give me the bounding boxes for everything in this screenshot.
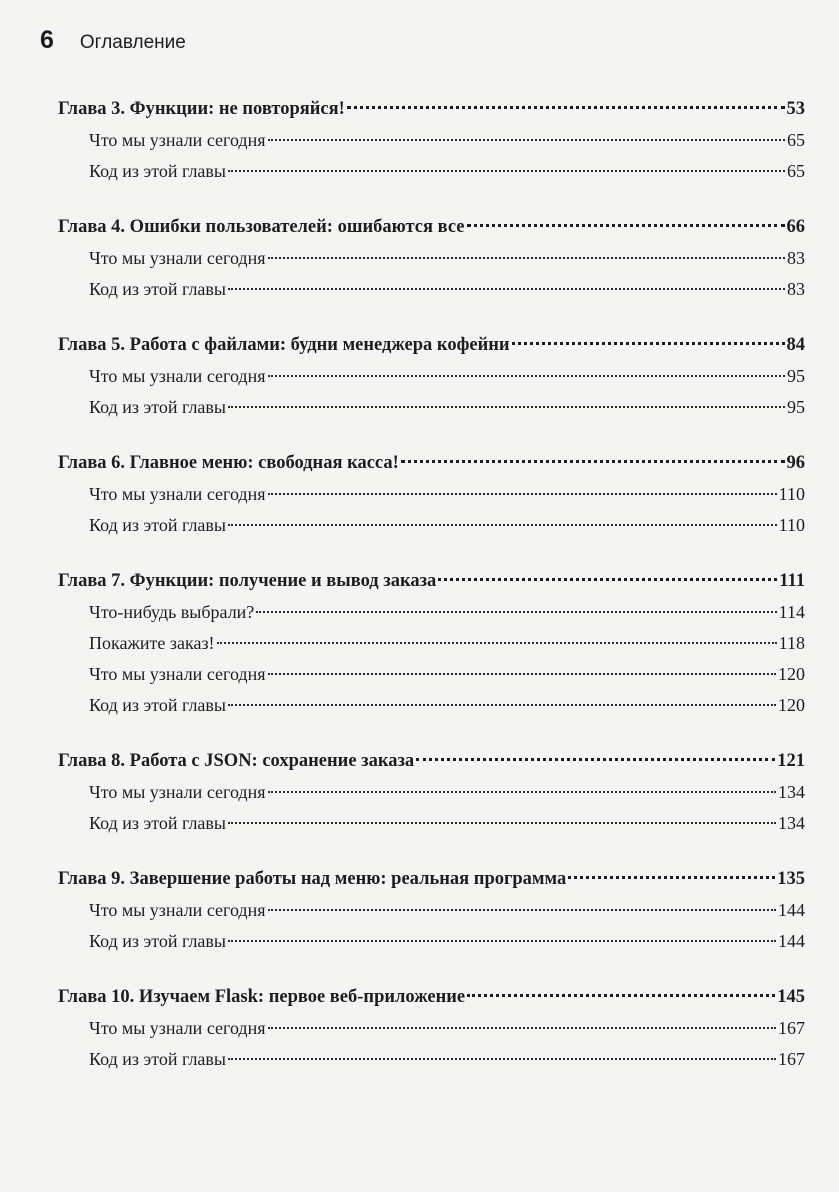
section-entry-title: Что мы узнали сегодня — [89, 130, 266, 150]
section-entry-page: 134 — [778, 782, 805, 802]
section-entry — [58, 479, 805, 510]
chapter-block — [58, 864, 805, 957]
chapter-entry — [58, 746, 805, 777]
chapter-block — [58, 94, 805, 187]
chapter-entry-page: 135 — [777, 869, 805, 889]
chapter-entry-page: 111 — [779, 571, 805, 591]
chapter-block — [58, 330, 805, 423]
section-entry — [58, 243, 805, 274]
chapter-entry — [58, 982, 805, 1013]
dot-leader — [268, 493, 777, 495]
chapter-entry-title: Глава 6. Главное меню: свободная касса! — [58, 453, 399, 473]
running-title: Оглавление — [79, 32, 186, 53]
dot-leader — [416, 758, 775, 761]
section-entry-page: 144 — [778, 931, 805, 951]
section-entry-page: 65 — [787, 161, 805, 181]
section-entry-title: Код из этой главы — [89, 1049, 227, 1069]
dot-leader — [228, 940, 776, 942]
chapter-entry — [58, 330, 805, 361]
chapter-entry — [58, 212, 805, 243]
chapter-block — [58, 982, 805, 1075]
chapter-block — [58, 448, 805, 541]
section-entry-title: Что мы узнали сегодня — [89, 1018, 266, 1038]
chapter-entry-title: Глава 4. Ошибки пользователей: ошибаются все — [58, 217, 465, 237]
section-entry-title: Что мы узнали сегодня — [89, 484, 266, 504]
chapter-entry-title: Глава 7. Функции: получение и вывод заказа — [58, 571, 437, 591]
section-entry — [58, 926, 805, 957]
section-entry-page: 110 — [778, 515, 805, 535]
dot-leader — [228, 406, 785, 408]
chapter-block — [58, 746, 805, 839]
section-entry-title: Код из этой главы — [89, 695, 227, 715]
section-entry-title: Покажите заказ! — [89, 633, 215, 653]
section-entry-page: 120 — [778, 695, 805, 715]
dot-leader — [256, 611, 776, 613]
dot-leader — [401, 460, 785, 463]
chapter-entry-page: 53 — [786, 99, 805, 119]
section-entry-title: Код из этой главы — [89, 813, 227, 833]
section-entry — [58, 659, 805, 690]
dot-leader — [228, 170, 785, 172]
section-entry-page: 134 — [778, 813, 805, 833]
dot-leader — [228, 524, 777, 526]
chapter-block — [58, 212, 805, 305]
section-entry — [58, 597, 805, 628]
dot-leader — [467, 224, 785, 227]
section-entry-title: Что мы узнали сегодня — [89, 782, 266, 802]
dot-leader — [268, 139, 785, 141]
section-entry-title: Код из этой главы — [89, 515, 227, 535]
section-entry-page: 167 — [778, 1018, 805, 1038]
chapter-entry-title: Глава 5. Работа с файлами: будни менеджера кофейни — [58, 335, 510, 355]
chapter-entry-title: Глава 8. Работа с JSON: сохранение заказа — [58, 751, 415, 771]
dot-leader — [228, 822, 776, 824]
chapter-block — [58, 566, 805, 721]
dot-leader — [268, 909, 776, 911]
dot-leader — [268, 673, 776, 675]
dot-leader — [217, 642, 777, 644]
section-entry-title: Код из этой главы — [89, 161, 227, 181]
dot-leader — [268, 791, 776, 793]
section-entry — [58, 274, 805, 305]
dot-leader — [347, 106, 785, 109]
section-entry — [58, 628, 805, 659]
section-entry — [58, 777, 805, 808]
section-entry — [58, 1044, 805, 1075]
section-entry-title: Код из этой главы — [89, 397, 227, 417]
chapter-entry — [58, 566, 805, 597]
chapter-entry-page: 84 — [786, 335, 805, 355]
chapter-entry — [58, 94, 805, 125]
section-entry — [58, 510, 805, 541]
section-entry-page: 65 — [787, 130, 805, 150]
dot-leader — [228, 288, 785, 290]
section-entry-title: Что-нибудь выбрали? — [89, 602, 255, 622]
dot-leader — [228, 1058, 776, 1060]
dot-leader — [512, 342, 785, 345]
section-entry — [58, 125, 805, 156]
section-entry-title: Что мы узнали сегодня — [89, 664, 266, 684]
dot-leader — [268, 1027, 776, 1029]
section-entry-page: 144 — [778, 900, 805, 920]
section-entry-title: Код из этой главы — [89, 279, 227, 299]
section-entry-page: 95 — [787, 366, 805, 386]
chapter-entry-page: 145 — [777, 987, 805, 1007]
chapter-entry-page: 96 — [786, 453, 805, 473]
section-entry-title: Код из этой главы — [89, 931, 227, 951]
section-entry-title: Что мы узнали сегодня — [89, 900, 266, 920]
chapter-entry — [58, 864, 805, 895]
section-entry-page: 167 — [778, 1049, 805, 1069]
section-entry — [58, 808, 805, 839]
table-of-contents — [58, 94, 805, 1100]
section-entry-page: 118 — [778, 633, 805, 653]
chapter-entry-title: Глава 10. Изучаем Flask: первое веб-приложение — [58, 987, 466, 1007]
section-entry-page: 83 — [787, 279, 805, 299]
chapter-entry-page: 66 — [786, 217, 805, 237]
chapter-entry-title: Глава 3. Функции: не повторяйся! — [58, 99, 345, 119]
section-entry — [58, 1013, 805, 1044]
section-entry-title: Что мы узнали сегодня — [89, 366, 266, 386]
dot-leader — [268, 257, 785, 259]
section-entry — [58, 361, 805, 392]
section-entry-page: 114 — [778, 602, 805, 622]
section-entry-page: 95 — [787, 397, 805, 417]
chapter-entry — [58, 448, 805, 479]
page-number: 6 — [40, 26, 54, 54]
section-entry-page: 110 — [778, 484, 805, 504]
dot-leader — [467, 994, 775, 997]
section-entry — [58, 392, 805, 423]
dot-leader — [228, 704, 776, 706]
chapter-entry-page: 121 — [777, 751, 805, 771]
page-header — [40, 26, 186, 56]
section-entry — [58, 690, 805, 721]
dot-leader — [268, 375, 785, 377]
section-entry — [58, 895, 805, 926]
section-entry-page: 83 — [787, 248, 805, 268]
section-entry-page: 120 — [778, 664, 805, 684]
dot-leader — [568, 876, 775, 879]
dot-leader — [438, 578, 777, 581]
section-entry-title: Что мы узнали сегодня — [89, 248, 266, 268]
chapter-entry-title: Глава 9. Завершение работы над меню: реальная программа — [58, 869, 567, 889]
section-entry — [58, 156, 805, 187]
